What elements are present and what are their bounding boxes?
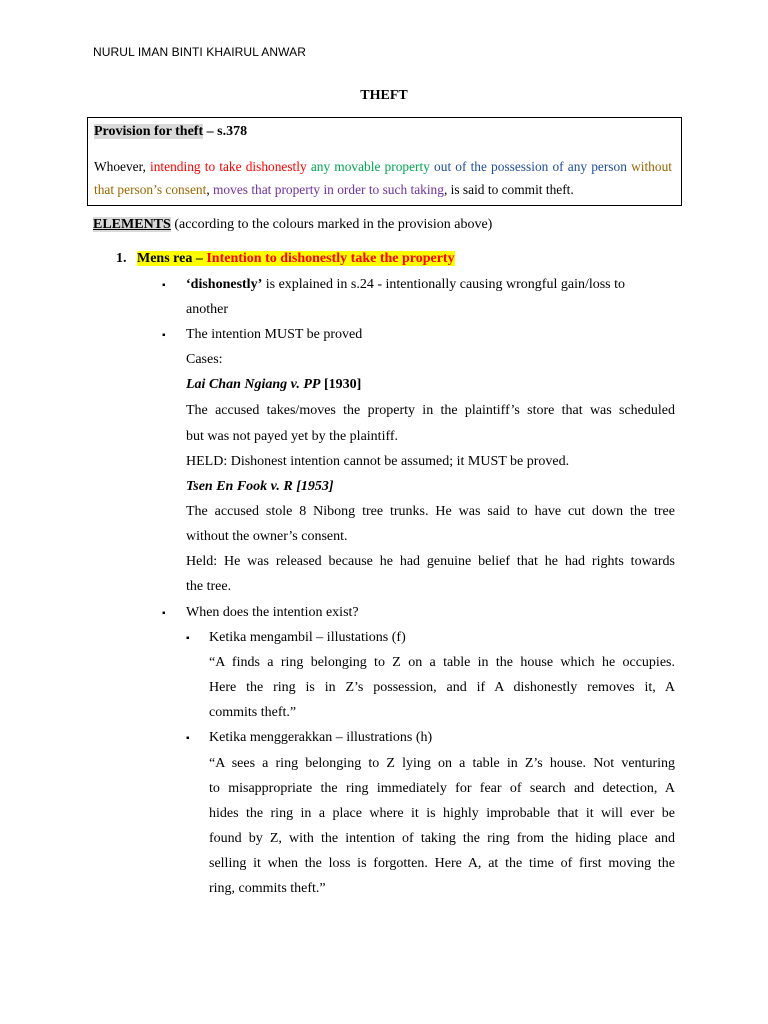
case-held: HELD: Dishonest intention cannot be assumed; it MUST be proved. [186, 454, 570, 469]
illustration-text: commits theft.” [209, 705, 297, 720]
bullet-icon: ▪ [162, 608, 166, 619]
case-name: Lai Chan Ngiang v. PP [186, 377, 321, 392]
bullet-icon: ▪ [162, 330, 166, 341]
bullet-text-cont: another [186, 302, 228, 317]
sub-bullet-icon: ▪ [186, 633, 190, 644]
case-title [186, 377, 361, 393]
item-heading [137, 251, 455, 266]
cases-label: Cases: [186, 352, 223, 367]
elements-note: (according to the colours marked in the provision above) [170, 217, 493, 232]
sub-bullet-icon: ▪ [186, 733, 190, 744]
bullet-icon: ▪ [162, 280, 166, 291]
provision-box [87, 117, 682, 206]
case-text: The accused stole 8 Nibong tree trunks. He was said to have cut down the tree [186, 504, 675, 519]
illustration-text: “A finds a ring belonging to Z on a table in the house which he occupies. [209, 655, 675, 670]
illustration-text: Here the ring is in Z’s possession, and if A dishonestly removes it, A [209, 680, 675, 695]
item-number: 1. [116, 251, 127, 266]
author-name: NURUL IMAN BINTI KHAIRUL ANWAR [93, 45, 307, 59]
provision-intention: intending to take dishonestly [150, 159, 307, 174]
page-title: THEFT [360, 88, 408, 103]
case-text: without the owner’s consent. [186, 529, 348, 544]
provision-movable-property: any movable property [310, 159, 430, 174]
bullet-text: When does the intention exist? [186, 605, 359, 620]
case-held: Held: He was released because he had genuine belief that he had rights towards [186, 554, 675, 569]
provision-heading [94, 124, 247, 140]
provision-text-part: , [206, 182, 214, 197]
case-title: Tsen En Fook v. R [1953] [186, 479, 334, 494]
illustration-text: hides the ring in a place where it is highly improbable that it will ever be [209, 806, 675, 821]
case-text: but was not payed yet by the plaintiff. [186, 429, 399, 444]
provision-moves: moves that property in order to such taking [213, 182, 444, 197]
illustration-text: to misappropriate the ring immediately for fear of search and detection, A [209, 781, 675, 796]
illustration-text: found by Z, with the intention of taking the ring from the hiding place and [209, 831, 675, 846]
elements-heading [93, 217, 492, 233]
sub-bullet-text: Ketika menggerakkan – illustrations (h) [209, 730, 433, 745]
provision-text-part: Whoever, [94, 159, 151, 174]
provision-heading-highlight: Provision for theft [94, 124, 204, 139]
item-highlight: Intention to dishonestly take the property [206, 251, 455, 266]
bullet-text [186, 277, 625, 293]
bullet-text: The intention MUST be proved [186, 327, 363, 342]
sub-bullet-text: Ketika mengambil – illustations (f) [209, 630, 406, 645]
illustration-text: selling it when the loss is forgotten. Here A, at the time of first moving the [209, 856, 675, 871]
provision-consent: without that person’s consent [94, 159, 672, 197]
illustration-text: ring, commits theft.” [209, 881, 326, 896]
elements-label: ELEMENTS [93, 217, 171, 232]
provision-heading-section: – s.378 [203, 124, 248, 139]
provision-text [94, 155, 672, 201]
case-year: [1930] [320, 377, 362, 392]
provision-text-part: , is said to commit theft. [443, 182, 574, 197]
illustration-text: “A sees a ring belonging to Z lying on a table in Z’s house. Not venturing [209, 756, 675, 771]
term-dishonestly: ‘dishonestly’ [186, 277, 263, 292]
case-held: the tree. [186, 579, 232, 594]
item-label: Mens rea – [137, 251, 207, 266]
case-text: The accused takes/moves the property in the plaintiff’s store that was scheduled [186, 403, 675, 418]
provision-possession: out of the possession of any person [434, 159, 627, 174]
term-explanation: is explained in s.24 - intentionally causing wrongful gain/loss to [262, 277, 626, 292]
numbered-item-1 [116, 251, 455, 267]
